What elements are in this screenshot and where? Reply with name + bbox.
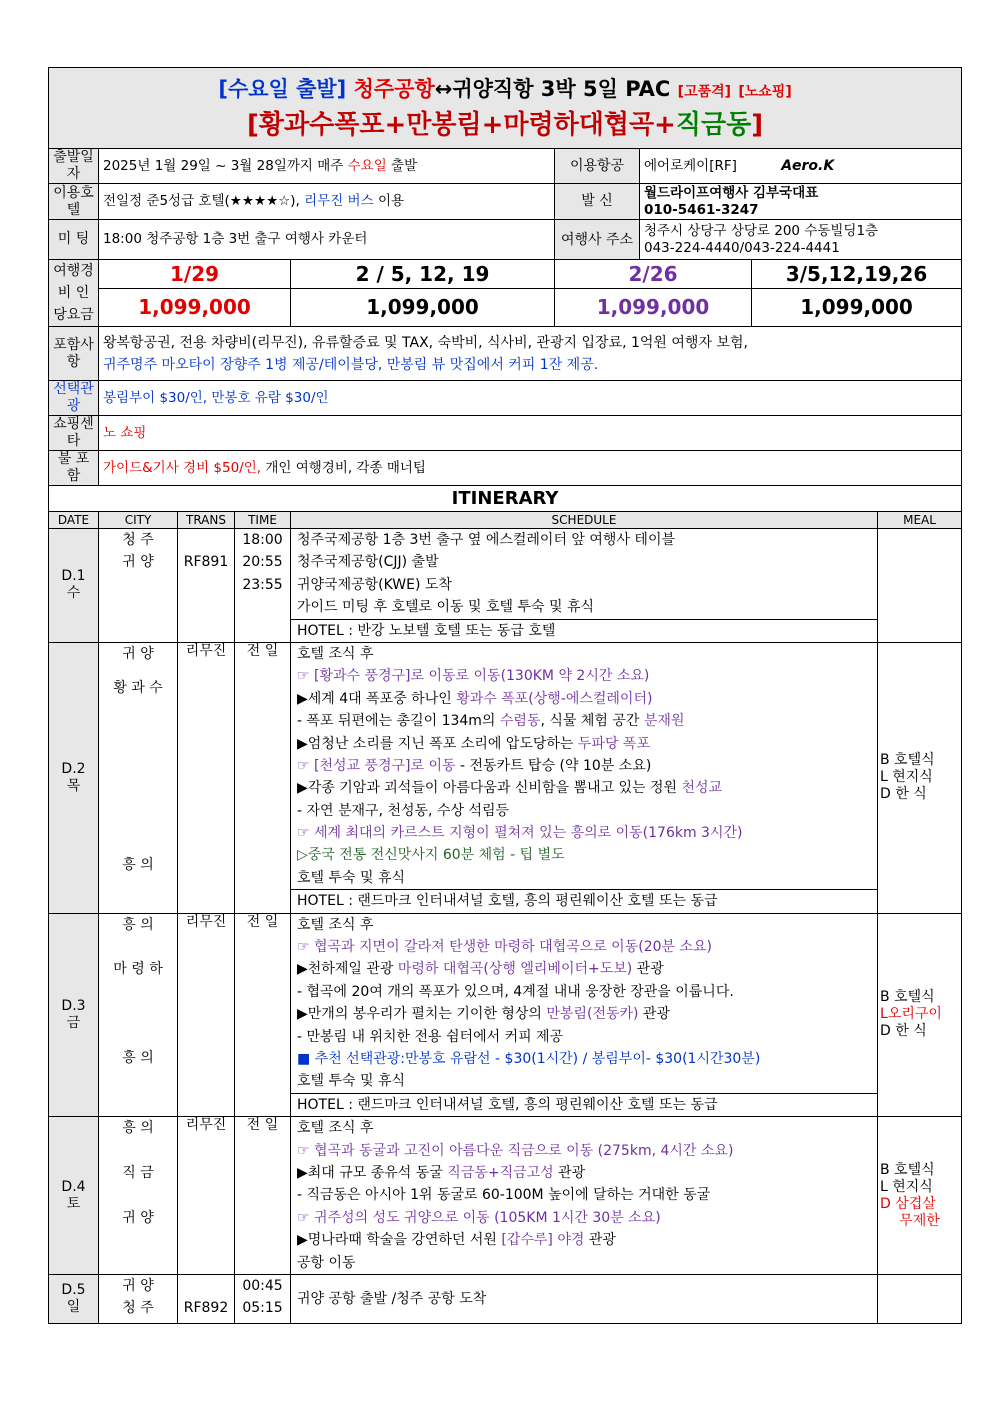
day4-weekday: 토 — [66, 1195, 81, 1212]
title-origin: 청주공항 — [353, 76, 435, 101]
includes-label: 포함사항 — [49, 327, 99, 381]
day4-meal-b: B 호텔식 — [880, 1161, 935, 1178]
day3-meal-b: B 호텔식 — [880, 989, 935, 1006]
day1-trans — [178, 529, 235, 643]
day1-line-1: 청주국제공항 1층 3번 출구 옆 에스컬레이터 앞 여행사 테이블 — [297, 532, 675, 548]
day2-time: 전 일 — [235, 642, 291, 913]
meeting-label: 미 팅 — [49, 220, 99, 260]
title-badge-noshopping: [노쇼핑] — [738, 83, 792, 100]
day4-line-7: 공항 이동 — [297, 1254, 356, 1271]
hotel-value — [99, 184, 555, 220]
day-row-5 — [49, 1274, 962, 1323]
title-bracket-close: ] — [751, 109, 764, 140]
header-trans: TRANS — [178, 512, 235, 529]
day3-city-1: 흥 의 — [122, 916, 154, 933]
includes-line-2: 귀주명주 마오타이 장향주 1병 제공/테이블당, 만봉림 뷰 맛집에서 커피 1잔 제공. — [103, 356, 599, 373]
day1-time-3: 23:55 — [242, 576, 283, 593]
sender-agency: 월드라이프여행사 김부국대표 — [644, 184, 819, 201]
day1-time-1: 18:00 — [242, 532, 283, 548]
day3-weekday: 금 — [66, 1014, 81, 1031]
day3-line-2: ☞ 협곡과 지면이 갈라져 탄생한 마령하 대협곡으로 이동(20분 소요) — [297, 939, 712, 956]
day2-city-3: 흥 의 — [122, 856, 154, 873]
day4-meal-l: L 현지식 — [880, 1178, 933, 1195]
excludes-guide-fee: 가이드&기사 경비 $50/인, — [103, 459, 262, 476]
day3-line-5a: ▶만개의 봉우리가 펼치는 기이한 형상의 — [297, 1006, 547, 1023]
day2-line-5 — [291, 733, 877, 755]
day4-trans: 리무진 — [178, 1117, 235, 1275]
departure-label: 출발일자 — [49, 149, 99, 184]
day4-city-1: 흥 의 — [122, 1120, 154, 1137]
price-1: 1,099,000 — [99, 289, 291, 327]
pricing-label: 여행경비 인당요금 — [49, 260, 99, 327]
day3-hotel: HOTEL : 랜드마크 인터내셔널 호텔, 흥의 평린웨이산 호텔 또는 동급 — [291, 1093, 877, 1116]
day2-line-7b: 천성교 — [681, 780, 723, 797]
departure-weekday: 수요일 — [347, 157, 387, 174]
day3-city-3: 흥 의 — [122, 1050, 154, 1067]
day1-weekday: 수 — [66, 585, 81, 602]
day3-line-5c: 관광 — [638, 1006, 670, 1023]
day1-time-2: 20:55 — [242, 554, 283, 571]
hotel-suffix: 이용 — [377, 193, 405, 209]
title-bracket-open: [ — [246, 109, 259, 140]
day2-line-4d: 분재원 — [643, 713, 685, 730]
day4-line-6a: ▶명나라때 학술을 강연하던 서원 — [297, 1232, 502, 1249]
hotel-transport: 리무진 버스 — [304, 193, 374, 209]
airline-value — [640, 149, 962, 184]
day1-line-3: 귀양국제공항(KWE) 도착 — [297, 576, 452, 593]
departure-suffix: 출발 — [391, 157, 418, 174]
day2-line-9: ☞ 세계 최대의 카르스트 지형이 펼쳐져 있는 흥의로 이동(176km 3시간) — [297, 825, 743, 842]
day5-time-2: 05:15 — [242, 1300, 283, 1317]
shopping-value: 노 쇼핑 — [99, 416, 962, 451]
day5-weekday: 일 — [66, 1298, 81, 1315]
day2-line-7a: ▶각종 기암과 괴석들이 아름다움과 신비함을 뽐내고 있는 정원 — [297, 780, 682, 797]
meeting-value: 18:00 청주공항 1층 3번 출구 여행사 카운터 — [99, 220, 555, 260]
day3-line-7: ■ 추천 선택관광:만봉호 유람선 - $30(1시간) / 봉림부이- $30(1시간30분) — [297, 1050, 761, 1067]
day2-line-6b: - 전동카트 탑승 (약 10분 소요) — [455, 757, 652, 774]
price-3: 1,099,000 — [555, 289, 752, 327]
day3-line-3 — [291, 958, 877, 980]
includes-value — [99, 327, 962, 381]
day5-city-2: 청 주 — [122, 1300, 154, 1317]
itinerary-title: ITINERARY — [49, 486, 962, 512]
day2-meal — [878, 642, 962, 913]
day2-line-2: ☞ [황과수 풍경구]로 이동로 이동(130KM 약 2시간 소요) — [297, 668, 650, 685]
includes-line-1: 왕복항공권, 전용 차량비(리무진), 유류할증료 및 TAX, 숙박비, 식사비, 관광지 입장료, 1억원 여행자 보험, — [103, 334, 748, 351]
day4-line-6b: [갑수루] 야경 — [501, 1232, 585, 1249]
day2-meal-d: D 한 식 — [880, 786, 927, 803]
header-meal: MEAL — [878, 512, 962, 529]
day4-meal-d: D 삼겹살 — [880, 1195, 936, 1212]
day4-line-6 — [291, 1229, 877, 1251]
hotel-label: 이용호텔 — [49, 184, 99, 220]
day3-meal-d: D 한 식 — [880, 1023, 927, 1040]
day4-meal — [878, 1117, 962, 1275]
day2-label: D.2 — [61, 760, 86, 777]
day3-time: 전 일 — [235, 913, 291, 1117]
day5-flight: RF892 — [183, 1300, 229, 1317]
day4-line-1: 호텔 조식 후 — [297, 1120, 374, 1137]
title-route: ↔귀양직항 3박 5일 PAC — [434, 76, 671, 101]
day2-weekday: 목 — [66, 777, 81, 794]
price-date-4: 3/5,12,19,26 — [752, 260, 962, 289]
day4-line-3b: 직금동+직금고성 — [447, 1164, 554, 1181]
day4-meal-d-note: 무제한 — [899, 1212, 940, 1229]
excludes-label: 불 포 함 — [49, 451, 99, 486]
day3-line-5b: 만봉림(전동카) — [546, 1006, 639, 1023]
day1-cities — [99, 529, 178, 643]
optional-value: 봉림부이 $30/인, 만봉호 유람 $30/인 — [99, 381, 962, 416]
day3-line-6: - 만봉림 내 위치한 전용 쉼터에서 커피 제공 — [297, 1028, 564, 1045]
day3-meal-l: L오리구이 — [880, 1006, 942, 1023]
header-time: TIME — [235, 512, 291, 529]
day2-cities — [99, 642, 178, 913]
day4-city-2: 직 금 — [122, 1164, 154, 1181]
day5-meal — [878, 1274, 962, 1323]
day3-meal — [878, 913, 962, 1117]
aerok-logo: Aero.K — [781, 157, 835, 174]
day3-cities — [99, 913, 178, 1117]
day4-schedule — [291, 1117, 878, 1275]
day2-line-3 — [291, 688, 877, 710]
day2-meal-l: L 현지식 — [880, 769, 933, 786]
title-attractions: 황과수폭포+만봉림+마령하대협곡+ — [258, 109, 676, 140]
price-date-3: 2/26 — [555, 260, 752, 289]
day5-line-1: 귀양 공항 출발 /청주 공항 도착 — [297, 1290, 487, 1307]
day-row-3 — [49, 913, 962, 1117]
price-date-1: 1/29 — [99, 260, 291, 289]
day3-label: D.3 — [61, 997, 86, 1014]
sender-value — [640, 184, 962, 220]
day5-date — [49, 1274, 99, 1323]
day4-label: D.4 — [61, 1178, 86, 1195]
day4-line-5: ☞ 귀주성의 성도 귀양으로 이동 (105KM 1시간 30분 소요) — [297, 1209, 661, 1226]
day2-line-4 — [291, 710, 877, 732]
day2-line-5a: ▶엄청난 소리를 지닌 폭포 소리에 압도당하는 — [297, 735, 578, 752]
day1-meal — [878, 529, 962, 643]
day4-line-3 — [291, 1162, 877, 1184]
day1-schedule — [291, 529, 878, 643]
price-date-2: 2 / 5, 12, 19 — [291, 260, 555, 289]
day2-line-3a: ▶세계 4대 폭포중 하나인 — [297, 690, 457, 707]
day3-line-3c: 관광 — [632, 961, 664, 978]
day3-line-5 — [291, 1003, 877, 1025]
excludes-value — [99, 451, 962, 486]
day4-line-2: ☞ 협곡과 동굴과 고진이 아름다운 직금으로 이동 (275km, 4시간 소요) — [297, 1142, 734, 1159]
sender-label: 발 신 — [555, 184, 640, 220]
day5-schedule — [291, 1274, 878, 1323]
day2-date — [49, 642, 99, 913]
day2-line-3b: 황과수 폭포(상행-에스컬레이터) — [456, 690, 653, 707]
day4-line-3c: 관광 — [553, 1164, 586, 1181]
day2-line-10: ▷중국 전통 전신맛사지 60분 체험 - 팁 별도 — [297, 847, 565, 864]
day3-line-1: 호텔 조식 후 — [297, 916, 374, 933]
day-row-2 — [49, 642, 962, 913]
day5-trans — [178, 1274, 235, 1323]
day-row-1 — [49, 529, 962, 643]
day3-date — [49, 913, 99, 1117]
shopping-label: 쇼핑센타 — [49, 416, 99, 451]
address-label: 여행사 주소 — [555, 220, 640, 260]
day1-label: D.1 — [61, 568, 86, 585]
airline-name: 에어로케이[RF] — [644, 157, 737, 174]
day2-line-5b: 두파당 폭포 — [577, 735, 650, 752]
optional-label: 선택관광 — [49, 381, 99, 416]
day3-trans: 리무진 — [178, 913, 235, 1117]
day2-line-4c: , 식물 체험 공간 — [540, 713, 644, 730]
header-date: DATE — [49, 512, 99, 529]
price-2: 1,099,000 — [291, 289, 555, 327]
day1-date — [49, 529, 99, 643]
address-phone: 043-224-4440/043-224-4441 — [644, 239, 840, 256]
day1-city-1: 청 주 — [122, 532, 154, 548]
day2-meal-b: B 호텔식 — [880, 752, 935, 769]
day-row-4 — [49, 1117, 962, 1275]
day3-line-3a: ▶천하제일 관광 — [297, 961, 398, 978]
day2-line-7 — [291, 777, 877, 799]
price-4: 1,099,000 — [752, 289, 962, 327]
address-street: 청주시 상당구 상당로 200 수동빌딩1층 — [644, 222, 879, 239]
day1-line-2: 청주국제공항(CJJ) 출발 — [297, 554, 439, 571]
day5-time-1: 00:45 — [242, 1277, 283, 1294]
excludes-other: 개인 여행경비, 각종 매너팁 — [265, 459, 426, 476]
day2-hotel: HOTEL : 랜드마크 인터내셔널 호텔, 흥의 평린웨이산 호텔 또는 동급 — [291, 889, 877, 912]
day1-city-2: 귀 양 — [122, 554, 154, 571]
sender-phone: 010-5461-3247 — [644, 201, 759, 218]
day4-date — [49, 1117, 99, 1275]
title-badge-premium: [고품격] — [677, 83, 732, 100]
title-block — [49, 68, 962, 149]
day4-line-3a: ▶최대 규모 종유석 동굴 — [297, 1164, 448, 1181]
day2-line-6 — [291, 755, 877, 777]
day2-city-1: 귀 양 — [122, 645, 154, 662]
day3-city-2: 마 령 하 — [113, 961, 163, 978]
day2-line-11: 호텔 투숙 및 휴식 — [297, 869, 406, 886]
day5-label: D.5 — [61, 1281, 86, 1298]
airline-label: 이용항공 — [555, 149, 640, 184]
hotel-grade: 전일정 준5성급 호텔(★★★★☆), — [103, 193, 300, 209]
day4-cities — [99, 1117, 178, 1275]
day5-times — [235, 1274, 291, 1323]
day3-line-8: 호텔 투숙 및 휴식 — [297, 1073, 406, 1090]
day3-schedule — [291, 913, 878, 1117]
title-departure-day: [수요일 출발] — [218, 76, 347, 101]
day5-cities — [99, 1274, 178, 1323]
day2-city-2: 황 과 수 — [113, 680, 163, 697]
day2-line-6a: ☞ [천성교 풍경구]로 이동 — [297, 757, 456, 774]
address-value — [640, 220, 962, 260]
header-city: CITY — [99, 512, 178, 529]
day3-line-4: - 협곡에 20여 개의 폭포가 있으며, 4계절 내내 웅장한 장관을 이룹니다. — [297, 983, 734, 1000]
day1-hotel: HOTEL : 반강 노보텔 호텔 또는 동급 호텔 — [291, 619, 877, 642]
itinerary-document — [48, 67, 961, 1324]
day1-flight: RF891 — [183, 554, 229, 571]
day2-line-4a: - 폭포 뒤편에는 총길이 134m의 — [297, 713, 500, 730]
day4-time: 전 일 — [235, 1117, 291, 1275]
day4-line-4: - 직금동은 아시아 1위 동굴로 60-100M 높이에 달하는 거대한 동굴 — [297, 1187, 711, 1204]
day2-trans: 리무진 — [178, 642, 235, 913]
day4-line-6c: 관광 — [584, 1232, 616, 1249]
day2-line-1: 호텔 조식 후 — [297, 645, 374, 662]
day1-line-4: 가이드 미팅 후 호텔로 이동 및 호텔 투숙 및 휴식 — [297, 599, 595, 616]
day3-line-3b: 마령하 대협곡(상행 엘리베이터+도보) — [397, 961, 633, 978]
day5-city-1: 귀 양 — [122, 1277, 154, 1294]
day4-city-3: 귀 양 — [122, 1209, 154, 1226]
day2-line-4b: 수렴동 — [499, 713, 541, 730]
day2-line-8: - 자연 분재구, 천성동, 수상 석림등 — [297, 802, 510, 819]
day2-schedule — [291, 642, 878, 913]
title-attraction-green: 직금동 — [675, 109, 752, 140]
departure-value — [99, 149, 555, 184]
main-table — [48, 67, 962, 1324]
title-highlights — [49, 107, 961, 143]
departure-dates: 2025년 1월 29일 ~ 3월 28일까지 매주 — [103, 157, 344, 174]
header-schedule: SCHEDULE — [291, 512, 878, 529]
day1-times — [235, 529, 291, 643]
